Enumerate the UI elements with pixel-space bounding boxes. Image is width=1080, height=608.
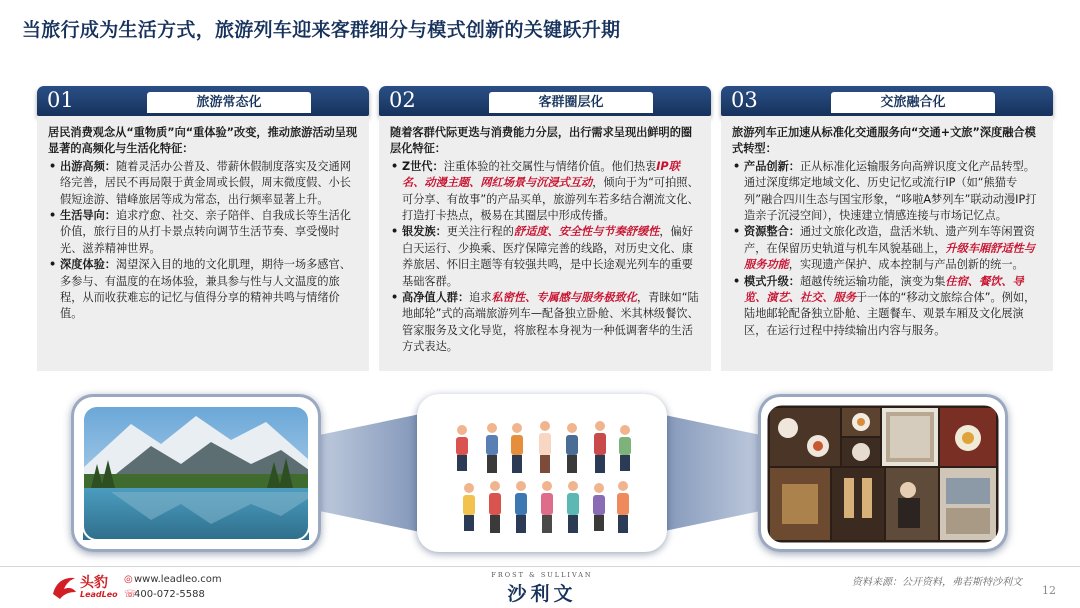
point-text: 注重体验的社交属性与情绪价值。他们热衷 [443,159,657,173]
point-text: ，偏好白天运行、少换乘、医疗保障完善的线路，对历史文化、康养旅居、怀旧主题等有较强共鸣，是中长途观光列车的重要基础客群。 [402,225,693,288]
point-head: 模式升级： [744,274,800,288]
point-head: 高净值人群： [402,291,470,305]
point-text: 于一体的“移动文旅综合体”。例如，陆地邮轮配备独立卧舱、主题餐车、观景车厢及文化展演区，在运行过程中持续输出内容与服务。 [744,291,1036,337]
point-text: 超越传统运输功能，演变为集 [799,274,946,288]
point-highlight: 私密性、专属感与服务极致化 [491,291,637,305]
section-tourism-normalization [37,86,369,371]
section-title: 客群圈层化 [489,92,653,113]
leadleo-logo [50,572,120,604]
section-body [721,116,1053,371]
point-list [390,159,702,356]
list-item [48,257,360,323]
phone-number [124,589,205,600]
logo-en: LeadLeo [80,590,118,599]
list-item [390,290,702,356]
section-header [379,86,711,116]
point-text: 追求疗愈、社交、亲子陪伴、自我成长等生活化价值，旅行目的从打卡景点转向调节生活节奏、享受慢时光、滋养精神世界。 [60,209,351,255]
section-title: 交旅融合化 [831,92,995,113]
train-dining-collage [758,394,1008,552]
point-head: 银发族： [402,225,447,239]
point-text: ，实现遗产保护、成本控制与产品创新的统一。 [788,258,1024,272]
point-text: 追求 [469,291,492,305]
footer-divider [0,566,1080,567]
point-text: 正从标准化运输服务向高辨识度文化产品转型。通过深度绑定地域文化、历史记忆或流行IP（如“熊猫专列”融合四川生态与国宝形象，“哆啦A梦列车”联动动漫IP打造亲子沉浸空间），快速建立情感连接与市场记忆点。 [744,159,1037,223]
phone-icon: ☏ [124,589,137,600]
section-title: 旅游常态化 [147,92,311,113]
point-text: 通过文旅化改造，盘活米轨、遗产列车等闲置资产，在保留历史轨道与机车风貌基础上， [744,225,1035,255]
section-body [37,116,369,371]
section-number: 02 [389,88,416,112]
people-group-illustration [417,394,667,552]
list-item [48,208,360,257]
point-text: 渴望深入目的地的文化肌理，期待一场多感官、多参与、有温度的在场体验，兼具参与性与人文温度的旅程，从而收获难忘的记忆与值得分享的精神共鸣与情绪价值。 [60,258,351,321]
logo-cn: 头豹 [80,575,108,591]
section-intro: 随着客群代际更迭与消费能力分层，出行需求呈现出鲜明的圈层化特征： [390,126,693,156]
section-number: 03 [731,88,758,112]
section-transport-tourism-integration [721,86,1053,371]
point-head: 出游高频： [60,159,116,173]
point-list [732,159,1044,339]
leopard-logo-icon [50,572,78,602]
point-head: 深度体验： [60,258,116,272]
point-text: 随着灵活办公普及、带薪休假制度落实及交通网络完善，居民不再局限于黄金周或长假，周末微度假、小长假短途游、错峰旅居等成为常态，出行频率显著上升。 [60,159,351,206]
mountain-lake-photo [71,394,321,552]
point-text: ，倾向于为“可拍照、可分享、有故事”的产品买单，旅游列车若多结合潮流文化、打造打卡热点，极易在其圈层中形成传播。 [402,176,699,223]
point-highlight: 住宿、餐饮、导览、演艺、社交、服务 [744,274,1024,305]
point-text: 更关注行程的 [446,225,514,239]
phone-text: 400-072-5588 [134,589,205,600]
section-intro: 居民消费观念从“重物质”向“重体验”改变，推动旅游活动呈现显著的高频化与生活化特征： [48,126,358,156]
page-number: 12 [1042,584,1056,597]
list-item [390,159,702,225]
website-link[interactable] [124,574,222,585]
partner-name-en: FROST & SULLIVAN [491,571,593,579]
point-head: 产品创新： [744,159,800,173]
partner-name-cn: 沙利文 [507,583,577,605]
section-customer-segmentation [379,86,711,371]
point-list [48,159,360,323]
list-item [732,159,1044,225]
section-intro: 旅游列车正加速从标准化交通服务向“交通+文旅”深度融合模式转型： [732,126,1036,156]
list-item [390,224,702,290]
point-head: Z世代： [402,159,444,173]
point-text: ，青睐如“陆地邮轮”式的高端旅游列车—配备独立卧舱、米其林级餐饮、管家服务及文化导览，将旅程本身视为一种低调奢华的生活方式表达。 [402,291,699,354]
list-item [732,274,1044,340]
section-body [379,116,711,371]
globe-icon: ◎ [124,574,133,585]
point-head: 生活导向： [60,209,116,223]
point-highlight: 升级车厢舒适性与服务功能 [744,241,1035,272]
section-header [721,86,1053,116]
website-text: www.leadleo.com [134,574,222,585]
page-title: 当旅行成为生活方式，旅游列车迎来客群细分与模式创新的关键跃升期 [22,19,621,41]
point-highlight: IP联名、动漫主题、网红场景与沉浸式互动 [402,159,680,190]
section-number: 01 [47,88,74,112]
section-header [37,86,369,116]
list-item [732,224,1044,273]
list-item [48,159,360,208]
point-highlight: 舒适度、安全性与节奏舒缓性 [513,225,660,239]
source-note: 资料来源：公开资料，弗若斯特沙利文 [852,577,1022,588]
point-head: 资源整合： [744,225,800,239]
